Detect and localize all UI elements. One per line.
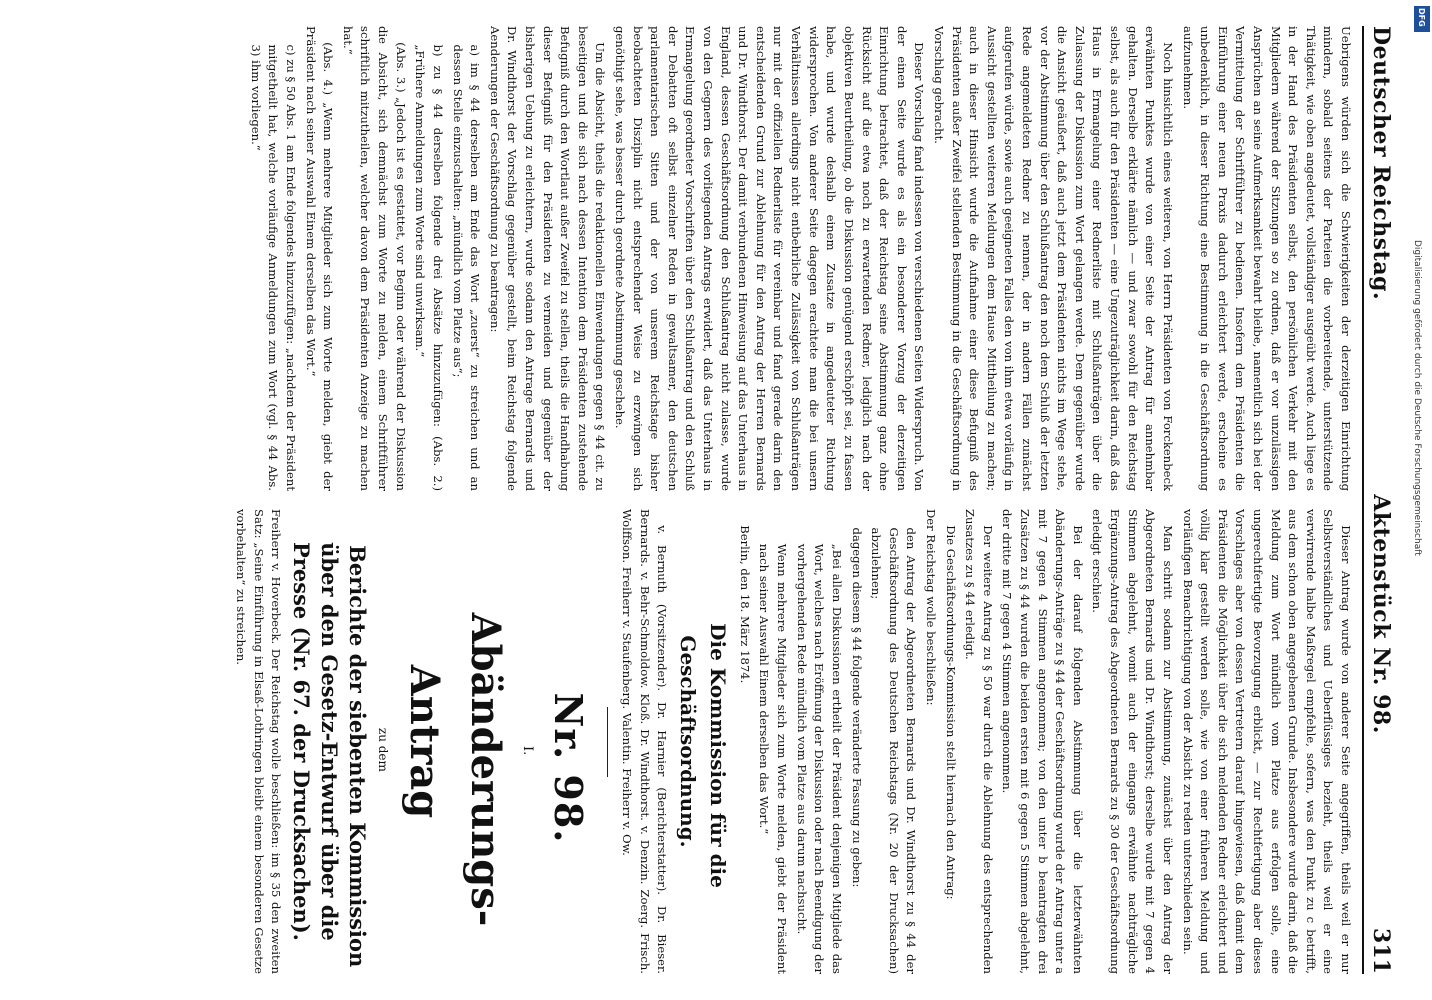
paragraph: Dieser Antrag wurde von anderer Seite angegriffen, theils weil er nur Selbstverständliches und Ueberflüssiges bezieht, theils weil er eine verwirrende halbe Maßregel empfehle, sofern, was den Punkt zu c betrifft, aus dem schon oben angegebenen Grunde. Insbesondere wurde darin, daß die Meldung zum Wort mündlich vom Platze aus erfolgen solle, eine ungerechtfertigte Bevorzugung erblickt, — zur Rechtfertigung aber dieses Vorschlages aber von dessen Vertretern darauf hingewiesen, daß damit dem Präsidenten die Möglichkeit über die sich meldenden Redner erleichtert und völlig klar gestellt werden solle, wie von einer früheren Meldung und vorläufigen Benachrichtigung von der Absicht zu reden unterschieden sein.: [1180, 509, 1353, 974]
dfg-logo-text: DFG: [1417, 8, 1426, 27]
left-column: [54, 26, 1354, 491]
paragraph: (Abs. 4.) „Wenn mehrere Mitglieder sich zum Worte melden, giebt der Präsident nach seiner Auswahl Einem derselben das Wort.“: [303, 26, 336, 491]
list-item: b) zu § 44 derselben folgende drei Absätze hinzuzufügen: (Abs. 2.) „Frühere Anmeldungen zum Worte sind unwirksam.“: [413, 44, 445, 491]
resolution-item: dagegen diesem § 44 folgende veränderte Fassung zu geben:: [849, 527, 864, 888]
paragraph: Man schritt sodann zur Abstimmung, zunächst über den Antrag der Abgeordneten Bernards und Dr. Windthorst; derselbe wurde mit 7 gegen 4 Stimmen abgelehnt, womit auch der eingangs erwähnte nachträgliche Ergänzungs-Antrag des Abgeordneten Bernards zu § 30 der Geschäftsordnung erledigt erschien.: [1090, 509, 1175, 974]
paragraph: Um die Absicht, theils die redaktionellen Einwendungen gegen § 44 cit. zu beseitigen und die sich nach dessen Intention dem Präsidenten zustehende Befugniß durch den Wortlaut außer Zweifel zu stellen, theils die Handhabung dieser Befugniß für den Präsidenten zu vermeiden und gegenüber der bisherigen Uebung zu erleichtern, wurde sodann den Antrage Bernards und Dr. Windthorst der Vorschlag gegenüber gestellt, beim Reichstag folgende Aenderungen der Geschäftsordnung zu beantragen:: [487, 26, 608, 491]
commission-heading: Die Kommission für die Geschäftsordnung.: [675, 623, 731, 888]
page-header: [1362, 26, 1408, 974]
paragraph: Dieser Vorschlag fand indessen von verschiedenen Seiten Widerspruch. Von der einen Seite wurde es als ein besonderer Vorzug der derzeitigen Einrichtung betrachtet, daß der Reichstag seine Abstimmung ganz ohne Rücksicht auf die etwa noch zu erwartenden Redner, lediglich nach der objektiven Beurtheilung, ob die Diskussion genügend erschöpft sei, zu fassen habe, und wurde deshalb einem Zusatze in angedeuteter Richtung widersprochen. Von anderer Seite dagegen erachtete man die bei unsern Verhältnissen allerdings nicht entbehrliche Zulässigkeit von Schlußanträgen nur mit der offiziellen Rednerliste für vereinbar und fand gerade darin den entscheidenden Grund zur Ablehnung für den Antrag der Herren Bernards und Dr. Windthorst. Der damit verbundenen Hinweisung auf das Unterhaus in England, dessen Geschäftsordnung den Schlußantrag nicht zulasse, wurde von den Gegnern des vorliegenden Antrags erwidert, daß das Unterhaus in Ermangelung geordneter Vorschriften über den Schlußantrag und den Schluß der Debatten oft selbst einzelner Reden in gewaltsamer, den deutschen parlamentarischen Sitten und der von unserem Reichstage bisher beobachteten Disziplin nicht entsprechender Weise zu erzwingen sich genöthigt sehe, was besser durch geordnete Abstimmung geschehe.: [613, 26, 927, 491]
paragraph: Die Geschäftsordnungs-Kommission stellt hiernach den Antrag:: [943, 525, 958, 900]
resolution-intro: Der Reichstag wolle beschließen:: [923, 509, 938, 706]
section-roman: I.: [519, 745, 535, 756]
amendment-title: Abänderungs-Antrag: [401, 612, 510, 927]
list-item: c) zu § 50 Abs. 1 am Ende folgendes hinzuzufügen: „nachdem der Präsident mitgetheilt hat, welche vorläufige Anmeldungen zum Wort (vgl. § 44 Abs. 3) ihm vorliegen.“: [248, 44, 299, 491]
quoted-text: „Bei allen Diskussionen ertheilt der Präsident denjenigen Mitgliede das Wort, welches nach Eröffnung der Diskussion oder nach Beendigung der vorhergehenden Rede mündlich vom Platze aus darum nachsucht.: [794, 543, 844, 974]
quoted-text: Wenn mehrere Mitglieder sich zum Worte melden, giebt der Präsident nach seiner Auswahl Einem derselben das Wort.“: [757, 543, 790, 974]
paragraph: Uebrigens würden sich die Schwierigkeiten der derzeitigen Einrichtung mindern, sobald seitens der Parteien die vorbereitende, unterstützende Thätigkeit, wie oben angedeutet, vollständiger ausgeübt werde. Auch liege es in der Hand des Präsidenten selbst, den persönlichen Verkehr mit den Mitgliedern während der Sitzungen so zu ordnen, daß er vor unzulässigen Ansprüchen an seine Aufmerksamkeit bewahrt bleibe, namentlich sich bei der Vermittelung der Schriftführer zu bedienen. Insofern dem Präsidenten die Einführung einer neuen Praxis dadurch erleichtert werde, erscheine es unbedenklich, in dieser Richtung eine Bestimmung in die Geschäftsordnung aufzunehmen.: [1180, 26, 1353, 491]
right-column: [54, 509, 1354, 974]
paragraph: Bei der darauf folgenden Abstimmung über die letzterwähnten Abänderungs-Anträge zu § 44 der Geschäftsordnung wurde der Antrag unter a mit 7 gegen 4 Stimmen angenommen; von den unter b beantragten drei Zusätzen zu § 44 wurden die beiden ersten mit 6 gegen 5 Stimmen abgelehnt, der dritte mit 7 gegen 4 Stimmen angenommen.: [1000, 509, 1085, 974]
dfg-logo: [1414, 6, 1430, 32]
watermark-text: Digitalisierung gefördert durch die Deutsche Forschungsgemeinschaft: [1412, 240, 1422, 556]
page-number: 311: [1368, 928, 1394, 974]
paragraph: (Abs. 3.) „Jedoch ist es gestattet, vor Beginn oder während der Diskussion die Absicht, sich demnächst zum Worte zu melden, einem Schriftführer schriftlich mitzutheilen, welcher davon dem Präsidenten Anzeige zu machen hat.“: [340, 26, 408, 491]
digitization-watermark: [1412, 240, 1432, 1000]
zu-dem: zu dem: [375, 727, 390, 772]
signatories: v. Bernuth (Vorsitzender). Dr. Harnier (Berichterstatter). Dr. Bieser. Bernards. v. Behr-Schmoldow. Kloß. Dr. Windthorst. v. Denzin. Zoerg. Frisch. Wolffson. Freiherr v. Staufenberg. Valentin. Freiherr v. Ow.: [620, 509, 670, 974]
list-item: a) im § 44 derselben am Ende das Wort „zuerst“ zu streichen und an dessen Stelle einzuschalten: „mündlich vom Platze aus“;: [450, 44, 483, 491]
header-right-title: Aktenstück Nr. 98.: [1368, 494, 1394, 734]
date-line: Berlin, den 18. März 1874.: [737, 525, 752, 684]
paragraph: Der weitere Antrag zu § 50 war durch die Ablehnung des entsprechenden Zusatzes zu § 44 erledigt.: [963, 509, 995, 974]
header-left-title: Deutscher Reichstag.: [1368, 26, 1394, 301]
resolution-item: den Antrag der Abgeordneten Bernards und Dr. Windthorst zu § 44 der Geschäftsordnung des Deutschen Reichstags (Nr. 20 der Drucksachen) abzulehnen;: [869, 527, 919, 974]
paragraph: Noch hinsichtlich eines weiteren, von Herrn Präsidenten von Forckenbeck erwähnten Punktes wurde von einer Seite der Antrag für annehmbar gehalten. Derselbe erklärte nämlich — und zwar sowohl für den Reichstag selbst, als auch für den Präsidenten — eine Ungezuträglichkeit darin, daß das Haus in Ermangelung einer Rednerliste mit Schlußanträgen über die Zulassung der Diskussion zum Wort gelangen werde. Dem gegenüber wurde die Ansicht geäußert, daß auch jetzt dem Präsidenten nichts im Wege stehe, vor der Abstimmung über den Schlußantrag den noch dem Schluß der letzten Rede angemeldeten Redner zu nennen, der in andern Fällen zunächst aufgerufen würde, sowie auch geeigneten Falles den von ihm etwa vorläufig in Aussicht gestellten weiteren Meldungen dem Hause Mittheilung zu machen; auch in dieser Hinsicht wurde die Aufnahme einer diese Befugniß des Präsidenten außer Zweifel stellenden Bestimmung in die Geschäftsordnung in Vorschlag gebracht.: [931, 26, 1175, 491]
document-number: Nr. 98.: [545, 692, 591, 844]
rotated-page: [6, 6, 1416, 994]
paragraph: Freiherr v. Hoverbeck. Der Reichstag wolle beschließen: im § 35 den zweiten Satz: „Seine Einführung in Elsaß-Lothringen bleibt einem besonderen Gesetze vorbehalten“ zu streichen.: [234, 509, 284, 974]
text-columns: [54, 26, 1354, 974]
divider: [607, 707, 608, 777]
report-title: Berichte der siebenten Kommission über den Gesetz-Entwurf über die Presse (Nr. 67. der Drucksachen).: [288, 542, 371, 968]
